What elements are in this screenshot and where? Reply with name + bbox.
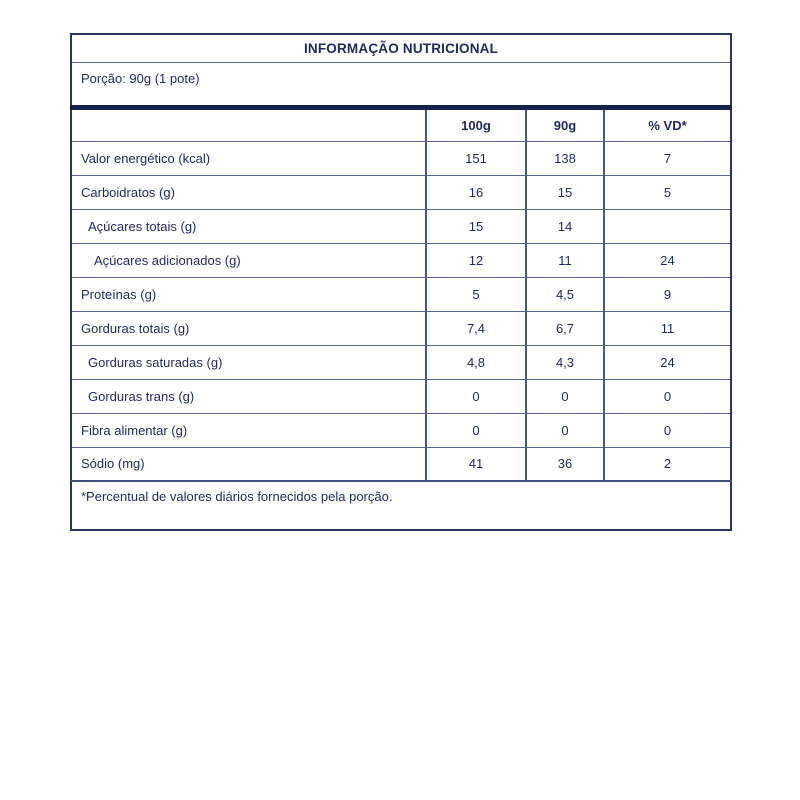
- nutrient-label: Gorduras saturadas (g): [71, 345, 426, 379]
- column-header-row: [71, 107, 731, 141]
- nutrient-row-added-sugars: [71, 243, 731, 277]
- value-100g: 5: [426, 277, 526, 311]
- nutrient-row-trans-fat: [71, 379, 731, 413]
- value-90g: 15: [526, 175, 604, 209]
- value-vd: 11: [604, 311, 731, 345]
- value-vd: 0: [604, 413, 731, 447]
- nutrient-label: Gorduras trans (g): [71, 379, 426, 413]
- value-vd: 24: [604, 243, 731, 277]
- value-100g: 12: [426, 243, 526, 277]
- value-90g: 4,3: [526, 345, 604, 379]
- value-vd: 24: [604, 345, 731, 379]
- nutrient-label: Fibra alimentar (g): [71, 413, 426, 447]
- nutrient-label: Gorduras totais (g): [71, 311, 426, 345]
- serving-size-text: Porção: 90g (1 pote): [71, 62, 731, 107]
- nutrient-row-saturated-fat: [71, 345, 731, 379]
- value-vd: 5: [604, 175, 731, 209]
- value-100g: 4,8: [426, 345, 526, 379]
- value-vd: 7: [604, 141, 731, 175]
- nutrient-label: Açúcares totais (g): [71, 209, 426, 243]
- value-90g: 138: [526, 141, 604, 175]
- value-90g: 14: [526, 209, 604, 243]
- value-100g: 0: [426, 413, 526, 447]
- nutrient-row-energy: [71, 141, 731, 175]
- value-90g: 4,5: [526, 277, 604, 311]
- value-90g: 11: [526, 243, 604, 277]
- value-100g: 16: [426, 175, 526, 209]
- value-100g: 151: [426, 141, 526, 175]
- table-title-row: [71, 34, 731, 62]
- column-header-100g: 100g: [426, 107, 526, 141]
- value-vd: 0: [604, 379, 731, 413]
- nutrient-row-carbs: [71, 175, 731, 209]
- value-vd: [604, 209, 731, 243]
- nutrient-label: Sódio (mg): [71, 447, 426, 481]
- nutrient-label: Carboidratos (g): [71, 175, 426, 209]
- table-title: INFORMAÇÃO NUTRICIONAL: [71, 34, 731, 62]
- value-100g: 0: [426, 379, 526, 413]
- nutrient-row-sodium: [71, 447, 731, 481]
- footnote-row: [71, 481, 731, 530]
- value-90g: 6,7: [526, 311, 604, 345]
- value-vd: 9: [604, 277, 731, 311]
- value-100g: 15: [426, 209, 526, 243]
- column-header-vd: % VD*: [604, 107, 731, 141]
- nutrient-label: Açúcares adicionados (g): [71, 243, 426, 277]
- value-100g: 41: [426, 447, 526, 481]
- serving-row: [71, 62, 731, 107]
- column-header-90g: 90g: [526, 107, 604, 141]
- nutrient-label: Valor energético (kcal): [71, 141, 426, 175]
- daily-values-footnote: *Percentual de valores diários fornecidos pela porção.: [81, 489, 393, 504]
- nutrient-row-total-sugars: [71, 209, 731, 243]
- nutrient-label: Proteínas (g): [71, 277, 426, 311]
- value-100g: 7,4: [426, 311, 526, 345]
- value-90g: 0: [526, 379, 604, 413]
- value-90g: 36: [526, 447, 604, 481]
- column-header-empty: [71, 107, 426, 141]
- nutrition-facts-table: [70, 33, 732, 531]
- nutrient-row-total-fat: [71, 311, 731, 345]
- nutrient-row-fiber: [71, 413, 731, 447]
- value-90g: 0: [526, 413, 604, 447]
- nutrient-row-protein: [71, 277, 731, 311]
- value-vd: 2: [604, 447, 731, 481]
